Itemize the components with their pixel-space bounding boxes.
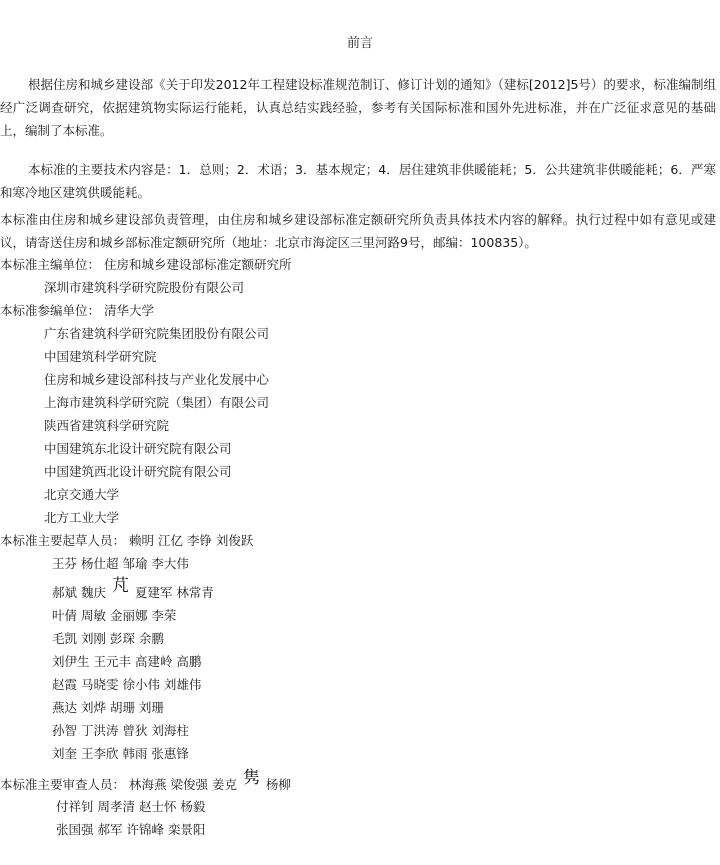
- participating-unit: 中国建筑东北设计研究院有限公司: [44, 441, 232, 456]
- participating-unit: 中国建筑科学研究院: [44, 349, 157, 364]
- participating-units-label: 本标准参编单位：: [0, 303, 101, 318]
- reviewers-line: [0, 768, 291, 795]
- drafter-names: 刘奎 王李欣 韩雨 张惠锋: [52, 746, 189, 761]
- reviewer-name-large-char: 隽: [242, 768, 260, 788]
- drafter-names: 孙智 丁洪涛 曾狄 刘海柱: [52, 723, 189, 738]
- drafter-names: 赵霞 马晓雯 徐小伟 刘雄伟: [52, 677, 202, 692]
- drafter-names: 叶倩 周敏 金丽娜 李荣: [52, 608, 177, 623]
- participating-unit: 广东省建筑科学研究院集团股份有限公司: [44, 326, 270, 341]
- drafter-name-large-char: 芃: [111, 576, 129, 596]
- participating-unit: 北京交通大学: [44, 487, 120, 502]
- reviewer-names: 张国强 郝军 许锦峰 栾景阳: [56, 822, 206, 837]
- management-paragraph: 本标准由住房和城乡建设部负责管理，由住房和城乡建设部标准定额研究所负责具体技术内容的解释。执行过程中如有意见或建议，请寄送住房和城乡部标准定额研究所（地址：北京市海淀区三里河路9号，邮编：100835）。: [0, 212, 716, 250]
- reviewer-names-part: 林海燕 梁俊强 姜克: [129, 777, 237, 792]
- page-title: 前言: [346, 36, 373, 51]
- drafter-names-part: 郝斌 魏庆: [52, 585, 106, 600]
- chief-unit: 深圳市建筑科学研究院股份有限公司: [44, 280, 245, 295]
- drafter-names: 王芬 杨仕超 邹瑜 李大伟: [52, 556, 189, 571]
- drafters-label: 本标准主要起草人员：: [0, 533, 126, 548]
- reviewers-label: 本标准主要审查人员：: [0, 777, 126, 792]
- intro-paragraph: 根据住房和城乡建设部《关于印发2012年工程建设标准规范制订、修订计划的通知》（建标[2012]5号）的要求，标准编制组经广泛调查研究，依据建筑物实际运行能耗，认真总结实践经验，参考有关国际标准和国外先进标准，并在广泛征求意见的基础上，编制了本标准。: [0, 77, 716, 138]
- drafter-names-part: 夏建军 林常青: [134, 585, 214, 600]
- participating-units-line: [0, 301, 154, 321]
- participating-unit: 清华大学: [104, 303, 155, 318]
- participating-unit: 陕西省建筑科学研究院: [44, 418, 170, 433]
- drafter-names: 赖明 江亿 李铮 刘俊跃: [129, 533, 254, 548]
- reviewer-names-part: 杨柳: [265, 777, 291, 792]
- participating-unit: 住房和城乡建设部科技与产业化发展中心: [44, 372, 270, 387]
- participating-unit: 上海市建筑科学研究院（集团）有限公司: [44, 395, 270, 410]
- drafters-line: [0, 531, 253, 551]
- reviewer-names: 付祥钊 周孝清 赵士怀 杨毅: [56, 799, 206, 814]
- drafter-names: [52, 576, 214, 603]
- participating-unit: 中国建筑西北设计研究院有限公司: [44, 464, 232, 479]
- chief-units-label: 本标准主编单位：: [0, 257, 101, 272]
- drafter-names: 刘伊生 王元丰 高建岭 高鹏: [52, 654, 202, 669]
- chief-units-line: [0, 255, 292, 275]
- contents-paragraph: 本标准的主要技术内容是：1．总则；2．术语；3．基本规定；4．居住建筑非供暖能耗；5．公共建筑非供暖能耗；6．严寒和寒冷地区建筑供暖能耗。: [0, 162, 716, 200]
- drafter-names: 燕达 刘烨 胡珊 刘珊: [52, 700, 164, 715]
- participating-unit: 北方工业大学: [44, 510, 120, 525]
- drafter-names: 毛凯 刘刚 彭琛 余鹏: [52, 631, 164, 646]
- chief-unit: 住房和城乡建设部标准定额研究所: [104, 257, 292, 272]
